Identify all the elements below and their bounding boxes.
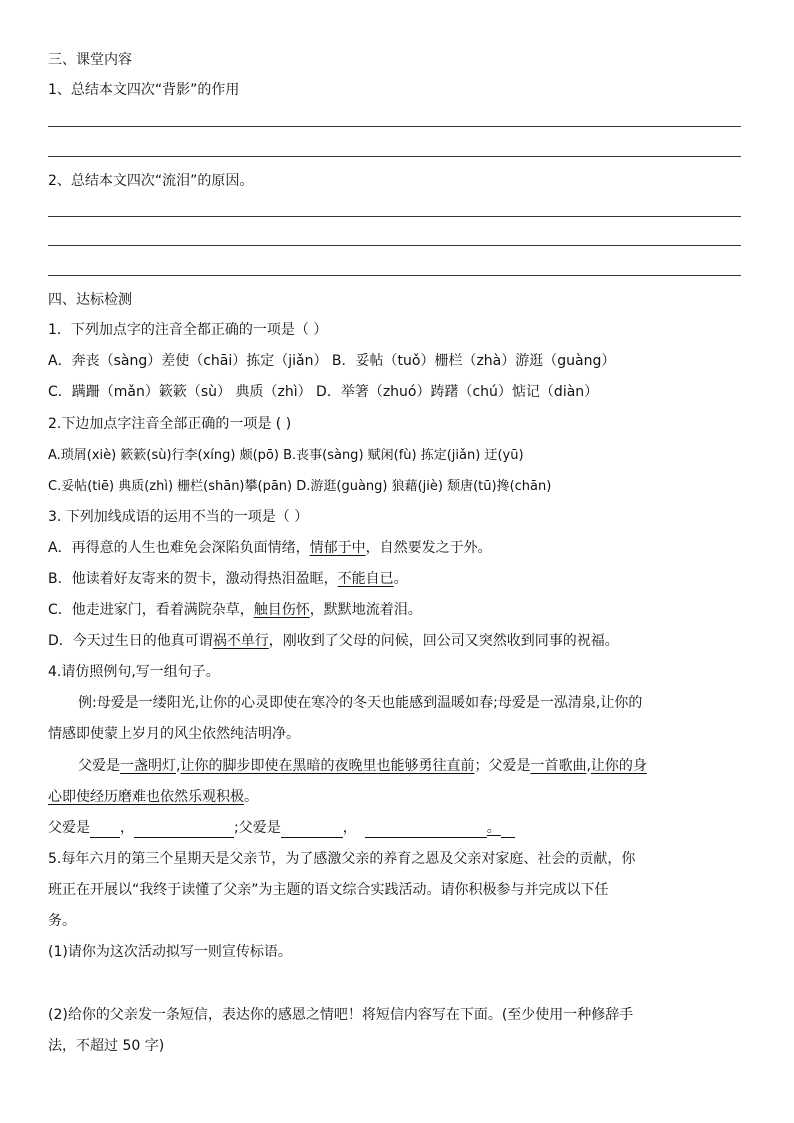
section-3-question-1: 1、总结本文四次“背影”的作用 — [48, 82, 240, 98]
q4-model-line-2: 心即使经历磨难也依然乐观积极。 — [48, 789, 258, 805]
section-3-title: 三、课堂内容 — [48, 52, 132, 68]
q4-example-line-1: 例:母爱是一缕阳光,让你的心灵即使在寒冷的冬天也能感到温暖如春;母爱是一泓清泉,让你的 — [78, 695, 643, 711]
answer-line — [48, 245, 741, 246]
fill-blank[interactable] — [90, 822, 120, 838]
q3-option-b: B．他读着好友寄来的贺卡，激动得热泪盈眶，不能自已。 — [48, 571, 408, 587]
underlined-idiom: 触目伤怀 — [253, 602, 310, 618]
q4-stem: 4.请仿照例句,写一组句子。 — [48, 664, 220, 680]
q3-stem: 3. 下列加线成语的运用不当的一项是（ ） — [48, 509, 309, 525]
section-4-title: 四、达标检测 — [48, 292, 132, 308]
q5-line-2: 班正在开展以“我终于读懂了父亲”为主题的语文综合实践活动。请你积极参与并完成以下任 — [48, 882, 609, 898]
answer-line — [48, 216, 741, 217]
section-3-question-2: 2、总结本文四次“流泪”的原因。 — [48, 173, 254, 189]
q5-subtask-2-line-2: 法，不超过 50 字) — [48, 1038, 165, 1054]
q1-options-cd: C．蹒跚（mǎn）簌簌（sù） 典质（zhì） D．举箸（zhuó）踌躇（chú）惦记（diàn） — [48, 384, 599, 400]
q1-stem: 1．下列加点字的注音全都正确的一项是（ ） — [48, 322, 328, 338]
fill-blank[interactable] — [134, 822, 234, 838]
q3-option-c: C．他走进家门，看着满院杂草，触目伤怀，默默地流着泪。 — [48, 602, 422, 618]
q2-stem: 2.下边加点字注音全部正确的一项是 ( ) — [48, 416, 292, 432]
underlined-idiom: 祸不单行 — [212, 633, 269, 649]
q5-line-1: 5.每年六月的第三个星期天是父亲节，为了感激父亲的养育之恩及父亲对家庭、社会的贡献，你 — [48, 851, 636, 867]
answer-line — [48, 156, 741, 157]
q5-subtask-2-line-1: (2)给你的父亲发一条短信，表达你的感恩之情吧！将短信内容写在下面。(至少使用一种修辞手 — [48, 1007, 634, 1023]
q4-example-line-2: 情感即使蒙上岁月的风尘依然纯洁明净。 — [48, 726, 300, 742]
q1-options-ab: A．奔丧（sàng）差使（chāi）拣定（jiǎn） B．妥帖（tuǒ）栅栏（zhà）游逛（guàng） — [48, 353, 616, 369]
q3-option-a: A．再得意的人生也难免会深陷负面情绪，情郁于中，自然要发之于外。 — [48, 540, 492, 556]
q3-option-d: D．今天过生日的他真可谓祸不单行，刚收到了父母的问候，回公司又突然收到同事的祝福。 — [48, 633, 619, 649]
underlined-idiom: 不能自已 — [337, 571, 394, 587]
fill-blank[interactable] — [365, 822, 487, 838]
answer-line — [48, 126, 741, 127]
fill-blank — [501, 822, 515, 838]
fill-blank[interactable] — [281, 822, 343, 838]
q2-options-ab: A.琐屑(xiè) 簌簌(sù)行李(xíng) 颇(pō) B.丧事(sàng) 赋闲(fù) 拣定(jiǎn) 迂(yū) — [48, 448, 524, 463]
underlined-idiom: 情郁于中 — [309, 540, 366, 556]
q4-model-line-1: 父爱是一盏明灯,让你的脚步即使在黑暗的夜晚里也能够勇往直前；父爱是一首歌曲,让你的身 — [78, 758, 647, 774]
q5-line-3: 务。 — [48, 913, 76, 929]
answer-line — [48, 275, 741, 276]
q2-options-cd: C.妥帖(tiē) 典质(zhì) 栅栏(shān)攀(pān) D.游逛(guàng) 狼藉(jiè) 颓唐(tū)搀(chān) — [48, 479, 552, 494]
q4-fill-in-line: 父爱是 ， ;父爱是 ， 。 — [48, 818, 515, 838]
q5-subtask-1: (1)请你为这次活动拟写一则宣传标语。 — [48, 944, 292, 960]
